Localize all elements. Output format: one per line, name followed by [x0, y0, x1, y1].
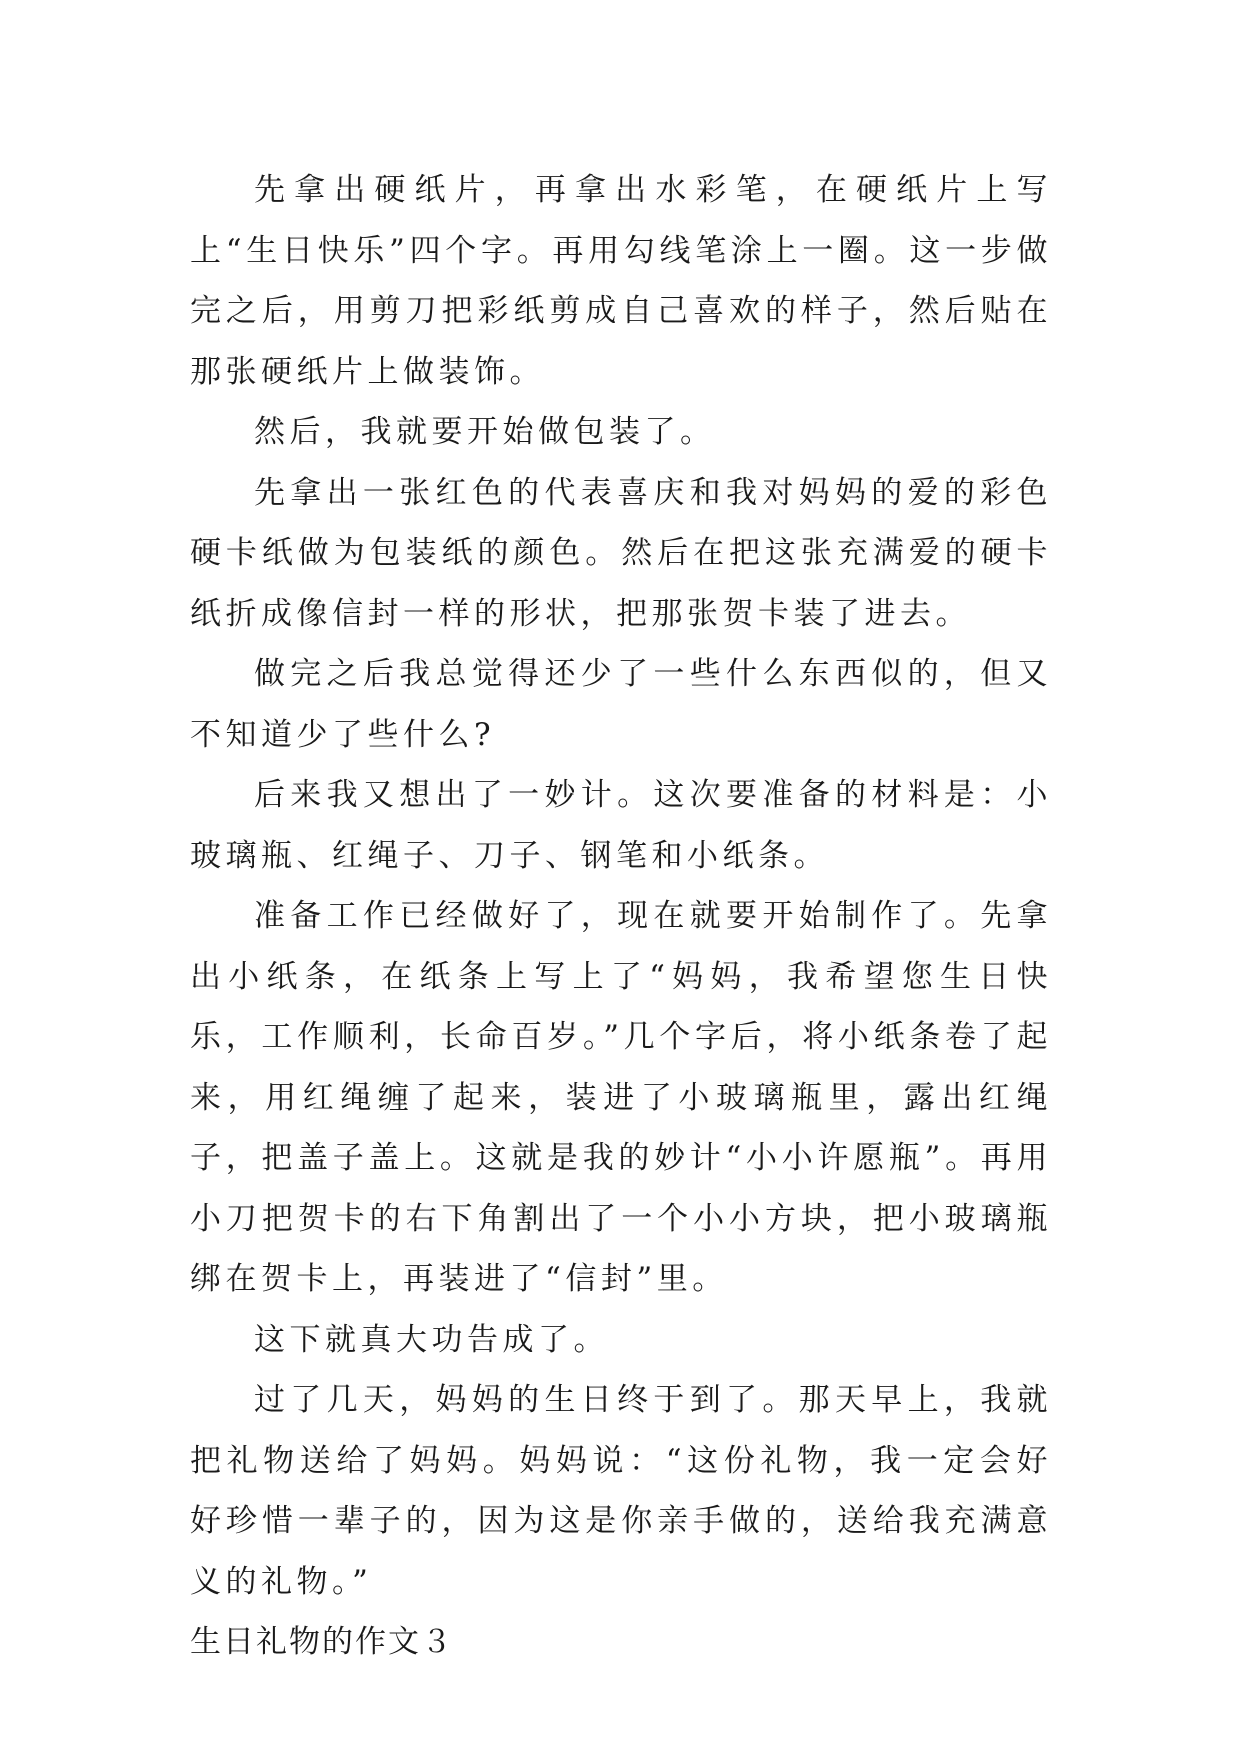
paragraph-4: 做完之后我总觉得还少了一些什么东西似的，但又不知道少了些什么?	[190, 656, 1052, 753]
document-body	[190, 160, 1052, 1673]
section-heading: 生日礼物的作文３	[190, 1624, 454, 1660]
paragraph-2: 然后，我就要开始做包装了。	[254, 414, 716, 450]
paragraph-5: 后来我又想出了一妙计。这次要准备的材料是：小玻璃瓶、红绳子、刀子、钢笔和小纸条。	[190, 777, 1052, 874]
paragraph-7: 这下就真大功告成了。	[254, 1321, 609, 1358]
paragraph-1: 先拿出硬纸片，再拿出水彩笔，在硬纸片上写上“生日快乐”四个字。再用勾线笔涂上一圈。这一步做完之后，用剪刀把彩纸剪成自己喜欢的样子，然后贴在那张硬纸片上做装饰。	[190, 172, 1052, 390]
paragraph-8: 过了几天，妈妈的生日终于到了。那天早上，我就把礼物送给了妈妈。妈妈说：“这份礼物，我一定会好好珍惜一辈子的，因为这是你亲手做的，送给我充满意义的礼物。”	[190, 1382, 1052, 1600]
paragraph-6: 准备工作已经做好了，现在就要开始制作了。先拿出小纸条，在纸条上写上了“妈妈，我希望您生日快乐，工作顺利，长命百岁。”几个字后，将小纸条卷了起来，用红绳缠了起来，装进了小玻璃瓶里，露出红绳子，把盖子盖上。这就是我的妙计“小小许愿瓶”。再用小刀把贺卡的右下角割出了一个小小方块，把小玻璃瓶绑在贺卡上，再装进了“信封”里。	[190, 898, 1052, 1297]
paragraph-3: 先拿出一张红色的代表喜庆和我对妈妈的爱的彩色硬卡纸做为包装纸的颜色。然后在把这张充满爱的硬卡纸折成像信封一样的形状，把那张贺卡装了进去。	[190, 474, 1052, 632]
